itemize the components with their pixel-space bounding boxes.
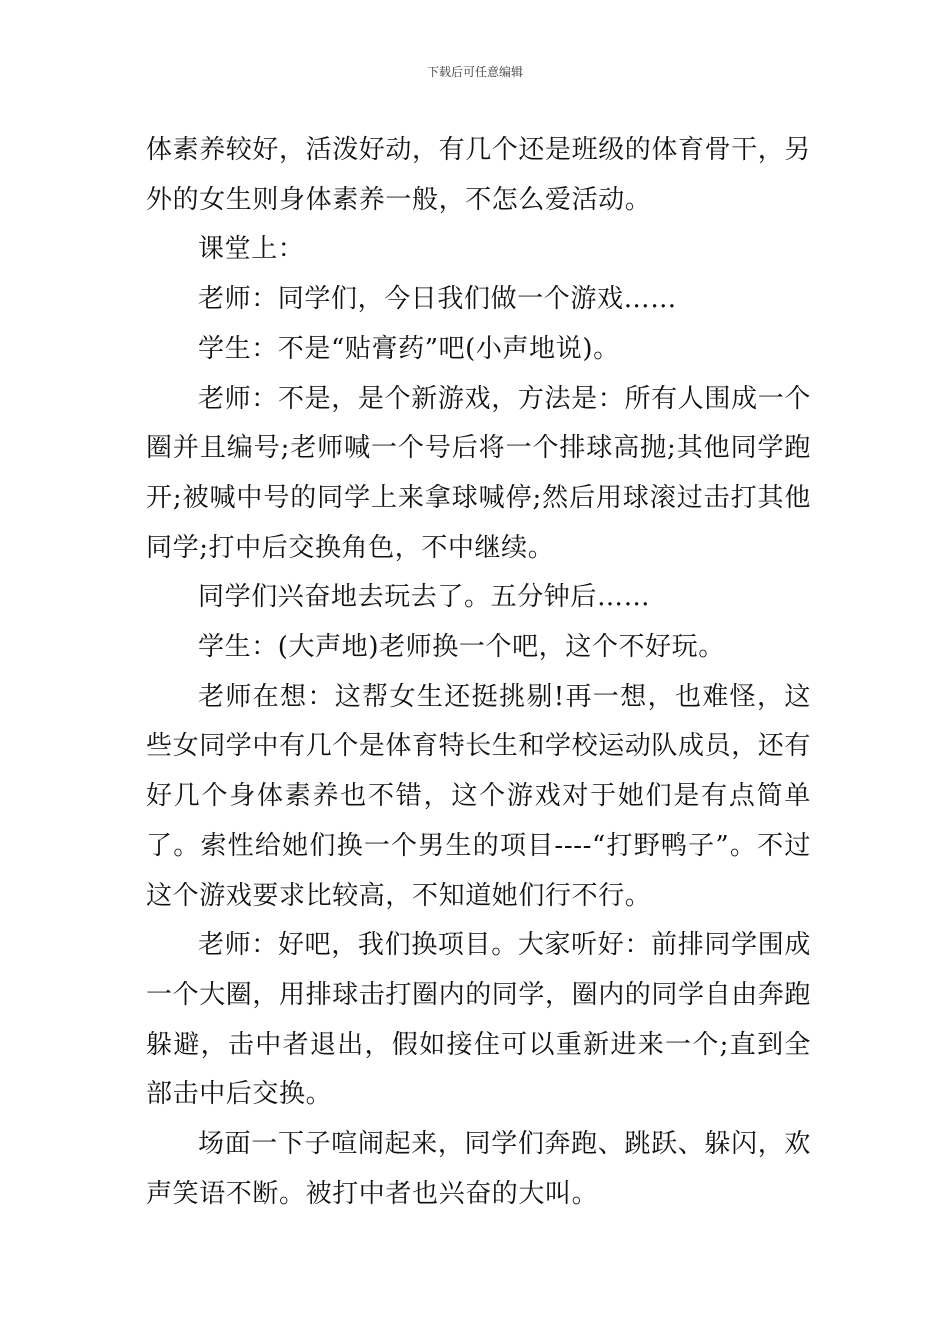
document-body: [146, 126, 811, 1219]
paragraph: 老师在想：这帮女生还挺挑剔!再一想，也难怪，这些女同学中有几个是体育特长生和学校运动队成员，还有好几个身体素养也不错，这个游戏对于她们是有点简单了。索性给她们换一个男生的项目----“打野鸭子”。不过这个游戏要求比较高，不知道她们行不行。: [146, 681, 812, 911]
paragraph: 学生：不是“贴膏药”吧(小声地说)。: [198, 333, 620, 364]
header-note: 下载后可任意编辑: [426, 65, 523, 79]
paragraph: 老师：好吧，我们换项目。大家听好：前排同学围成一个大圈，用排球击打圈内的同学，圈内的同学自由奔跑躲避，击中者退出，假如接住可以重新进来一个;直到全部击中后交换。: [146, 930, 812, 1110]
paragraph: 体素养较好，活泼好动，有几个还是班级的体育骨干，另外的女生则身体素养一般，不怎么爱活动。: [146, 135, 812, 215]
paragraph: 老师：不是，是个新游戏，方法是：所有人围成一个圈并且编号;老师喊一个号后将一个排球高抛;其他同学跑开;被喊中号的同学上来拿球喊停;然后用球滚过击打其他同学;打中后交换角色，不中继续。: [146, 383, 811, 563]
paragraph: 学生：(大声地)老师换一个吧，这个不好玩。: [198, 632, 725, 663]
paragraph: 课堂上：: [198, 234, 305, 265]
paragraph: 同学们兴奋地去玩去了。五分钟后……: [198, 582, 651, 613]
paragraph: 老师：同学们，今日我们做一个游戏……: [198, 284, 677, 315]
paragraph: 场面一下子喧闹起来，同学们奔跑、跳跃、躲闪，欢声笑语不断。被打中者也兴奋的大叫。: [146, 1129, 811, 1209]
